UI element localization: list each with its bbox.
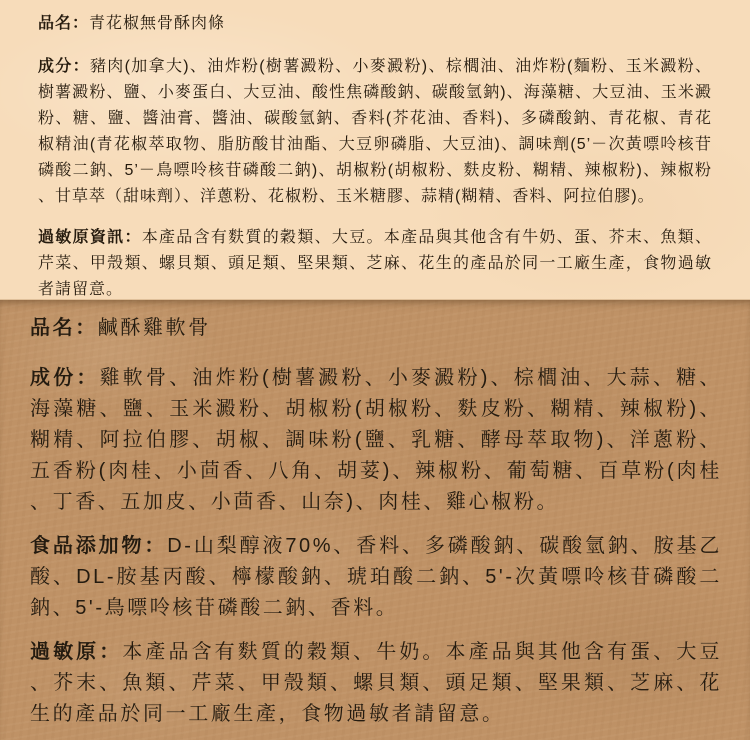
- allergen-paragraph: [30, 637, 722, 730]
- additives-paragraph: [30, 531, 722, 624]
- product-name-value: 青花椒無骨酥肉條: [89, 15, 226, 32]
- additives-text: D-山梨醇液70%、香料、多磷酸鈉、碳酸氫鈉、胺基乙酸、DL-胺基丙酸、檸檬酸鈉、琥珀酸二鈉、5'-次黃嘌呤核苷磷酸二鈉、5'-鳥嘌呤核苷磷酸二鈉、香料。: [30, 535, 722, 619]
- additives-label: 食品添加物：: [30, 535, 168, 557]
- allergen-info-paragraph: [38, 225, 712, 303]
- product-label-bottom: [0, 300, 750, 740]
- ingredients-paragraph: [38, 54, 712, 210]
- product-name-row: [38, 11, 712, 37]
- ingredients-text: 雞軟骨、油炸粉(樹薯澱粉、小麥澱粉)、棕櫚油、大蒜、糖、海藻糖、鹽、玉米澱粉、胡椒粉(胡椒粉、麩皮粉、糊精、辣椒粉)、糊精、阿拉伯膠、胡椒、調味粉(鹽、乳糖、酵母萃取物)、洋蔥粉、五香粉(肉桂、小茴香、八角、胡荽)、辣椒粉、葡萄糖、百草粉(肉桂、丁香、五加皮、小茴香、山奈)、肉桂、雞心椒粉。: [30, 367, 722, 513]
- ingredients-paragraph: [30, 363, 722, 518]
- ingredients-label: 成份：: [30, 367, 100, 389]
- product-label-top: [0, 0, 750, 300]
- allergen-info-text: 本產品含有麩質的穀類、大豆。本產品與其他含有牛奶、蛋、芥末、魚類、芹菜、甲殼類、螺貝類、頭足類、堅果類、芝麻、花生的產品於同一工廠生產，食物過敏者請留意。: [38, 229, 712, 298]
- ingredients-text: 豬肉(加拿大)、油炸粉(樹薯澱粉、小麥澱粉)、棕櫚油、油炸粉(麵粉、玉米澱粉、樹薯澱粉、鹽、小麥蛋白、大豆油、酸性焦磷酸鈉、碳酸氫鈉)、海藻糖、大豆油、玉米澱粉、糖、鹽、醬油膏、醬油、碳酸氫鈉、香料(芥花油、香料)、多磷酸鈉、青花椒、青花椒精油(青花椒萃取物、脂肪酸甘油酯、大豆卵磷脂、大豆油)、調味劑(5’－次黃嘌呤核苷磷酸二鈉、5’－鳥嘌呤核苷磷酸二鈉)、胡椒粉(胡椒粉、麩皮粉、糊精、辣椒粉)、辣椒粉、甘草萃（甜味劑）、洋蔥粉、花椒粉、玉米糖膠、蒜精(糊精、香料、阿拉伯膠)。: [38, 58, 712, 205]
- allergen-label: 過敏原：: [30, 641, 123, 663]
- product-name-row: [30, 313, 722, 344]
- product-name-label: 品名：: [38, 15, 90, 32]
- product-name-label: 品名：: [30, 317, 98, 339]
- product-name-value: 鹹酥雞軟骨: [97, 317, 211, 339]
- allergen-text: 本產品含有麩質的穀類、牛奶。本產品與其他含有蛋、大豆、芥末、魚類、芹菜、甲殼類、螺貝類、頭足類、堅果類、芝麻、花生的產品於同一工廠生產，食物過敏者請留意。: [30, 641, 722, 725]
- ingredients-label: 成分：: [38, 58, 90, 75]
- allergen-info-label: 過敏原資訊：: [38, 229, 142, 246]
